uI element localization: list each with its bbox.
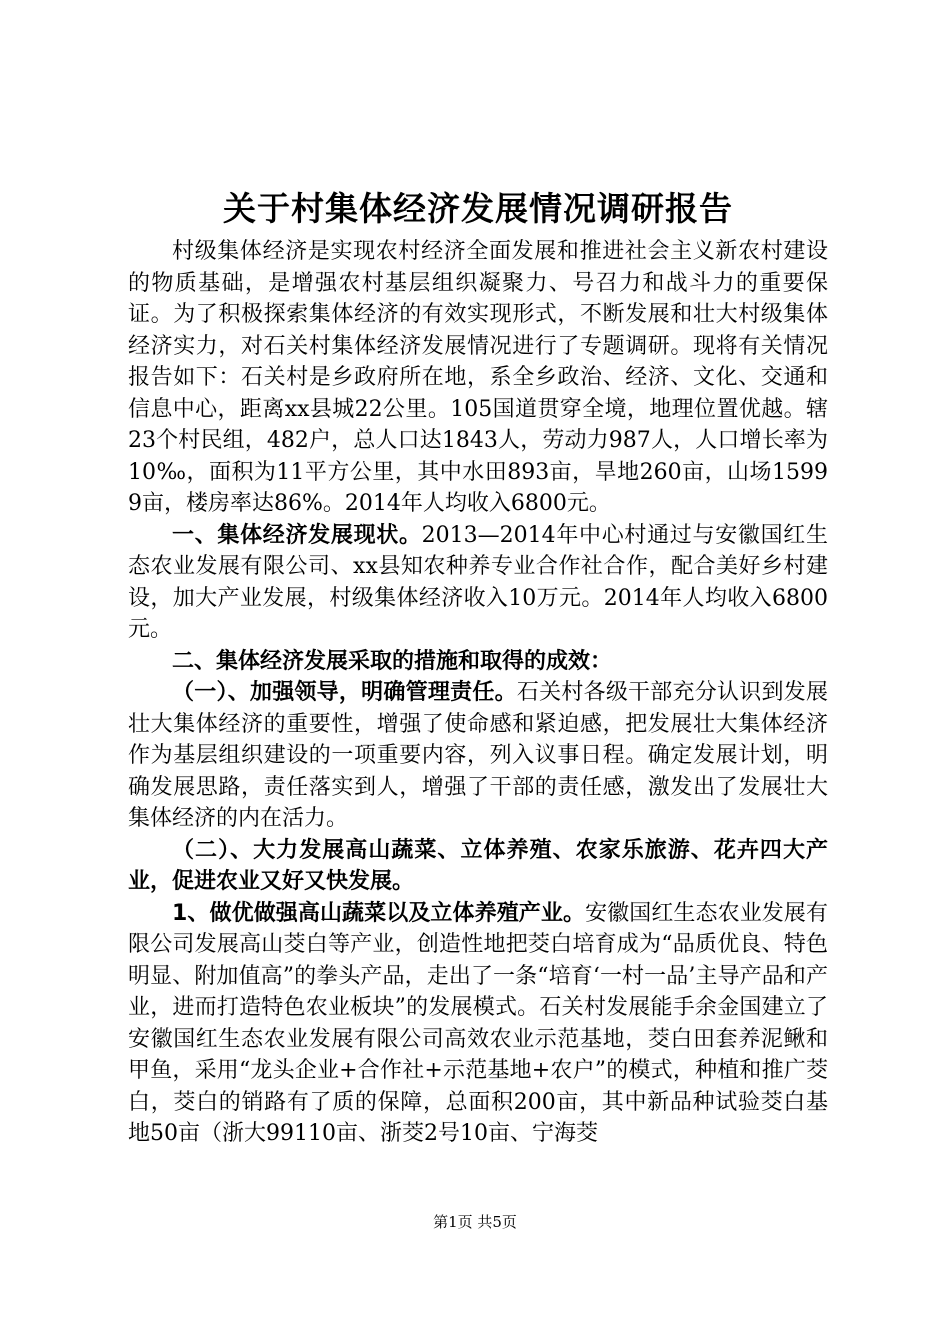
paragraph-intro — [128, 236, 828, 520]
paragraph-section-2 — [128, 646, 828, 678]
document-title: 关于村集体经济发展情况调研报告 — [223, 189, 733, 228]
paragraph-text: 石关村各级干部充分认识到发展壮大集体经济的重要性，增强了使命感和紧迫感，把发展壮大集体经济作为基层组织建设的一项重要内容，列入议事日程。确定发展计划，明确发展思路，责任落实到人，增强了干部的责任感，激发出了发展壮大集体经济的内在活力。 — [128, 680, 828, 831]
section-heading: 1、做优做强高山蔬菜以及立体养殖产业。 — [172, 900, 586, 926]
paragraph-subsection-2 — [128, 835, 828, 898]
section-heading: 二、集体经济发展采取的措施和取得的成效： — [172, 648, 613, 674]
section-heading: （二）、大力发展高山蔬菜、立体养殖、农家乐旅游、花卉四大产业，促进农业又好又快发展。 — [128, 837, 828, 894]
paragraph-subsection-1 — [128, 677, 828, 835]
section-heading: （一）、加强领导，明确管理责任。 — [172, 680, 517, 705]
paragraph-text: 安徽国红生态农业发展有限公司发展高山茭白等产业，创造性地把茭白培育成为“品质优良、特色明显、附加值高”的拳头产品，走出了一条“培育‘一村一品’主导产品和产业，进而打造特色农业板块”的发展模式。石关村发展能手余金国建立了安徽国红生态农业发展有限公司高效农业示范基地，茭白田套养泥鳅和甲鱼，采用“龙头企业+合作社+示范基地+农户”的模式，种植和推广茭白，茭白的销路有了质的保障，总面积200亩，其中新品种试验茭白基地50亩（浙大99110亩、浙茭2号10亩、宁海茭 — [128, 900, 828, 1146]
paragraph-text: 2013—2014年中心村通过与安徽国红生态农业发展有限公司、xx县知农种养专业合作社合作，配合美好乡村建设，加大产业发展，村级集体经济收入10万元。2014年人均收入6800元。 — [128, 522, 828, 642]
paragraph-item-1 — [128, 898, 828, 1150]
section-heading: 一、集体经济发展现状。 — [172, 522, 422, 548]
page-footer: 第1页 共5页 — [433, 1213, 517, 1231]
document-page — [128, 186, 828, 1150]
paragraph-text: 村级集体经济是实现农村经济全面发展和推进社会主义新农村建设的物质基础，是增强农村基层组织凝聚力、号召力和战斗力的重要保证。为了积极探索集体经济的有效实现形式，不断发展和壮大村级集体经济实力，对石关村集体经济发展情况进行了专题调研。现将有关情况报告如下：石关村是乡政府所在地，系全乡政治、经济、文化、交通和信息中心，距离xx县城22公里。105国道贯穿全境，地理位置优越。辖23个村民组，482户，总人口达1843人，劳动力987人，人口增长率为10‰，面积为11平方公里，其中水田893亩，旱地260亩，山场15999亩，楼房率达86%。2014年人均收入6800元。 — [128, 239, 828, 516]
paragraph-section-1 — [128, 520, 828, 646]
